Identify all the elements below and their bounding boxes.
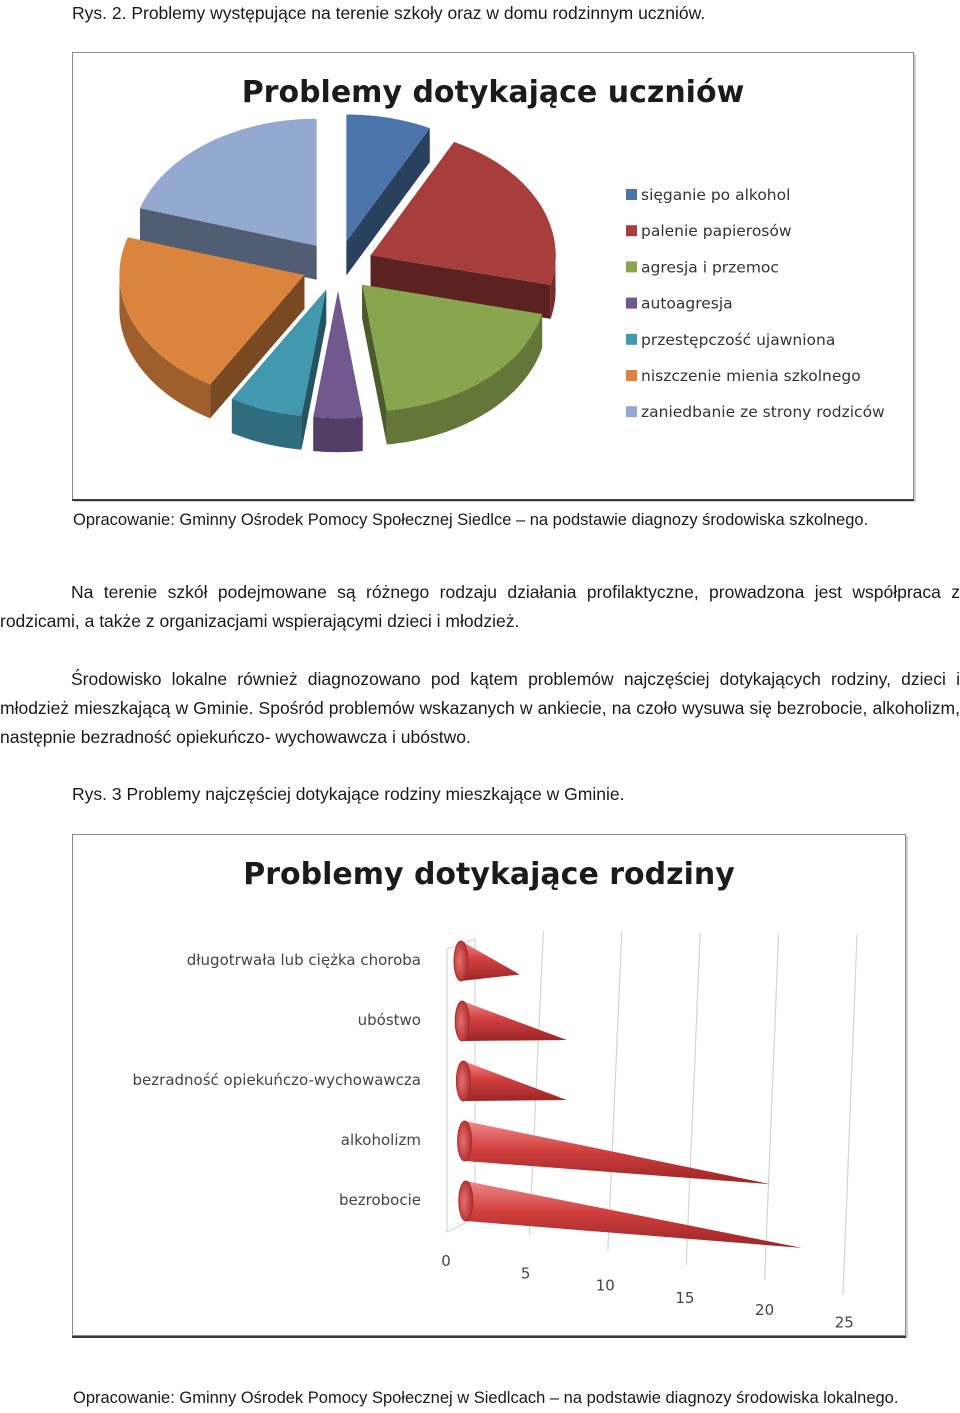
category-label: bezradność opiekuńczo-wychowawcza [132, 1071, 421, 1089]
x-tick-label: 25 [834, 1313, 854, 1332]
pie-chart-title: Problemy dotykające uczniów [241, 75, 745, 110]
legend-swatch [626, 261, 637, 272]
figure-3-source: Opracowanie: Gminny Ośrodek Pomocy Społecznej w Siedlcach – na podstawie diagnozy środowiska lokalnego. [73, 1389, 899, 1407]
category-label: długotrwała lub ciężka choroba [186, 951, 421, 969]
legend-swatch [626, 334, 637, 345]
legend-label: zaniedbanie ze strony rodziców [641, 403, 885, 422]
legend-label: agresja i przemoc [641, 258, 779, 277]
category-label: bezrobocie [339, 1191, 421, 1209]
legend-label: przestępczość ujawniona [641, 330, 836, 349]
legend-label: sięganie po alkohol [641, 186, 791, 204]
cone-dlugotrwala-lub-ciezka-choroba [454, 941, 520, 981]
x-tick-label: 15 [675, 1288, 695, 1307]
legend-swatch [626, 298, 637, 309]
legend-item-agresja-i-przemoc [626, 258, 779, 276]
x-tick-label: 5 [520, 1264, 531, 1283]
gridline [608, 932, 622, 1250]
paragraph-2: Środowisko lokalne również diagnozowano pod kątem problemów najczęściej dotykających rodziny, dzieci i młodzież mieszkającą w Gminie. Spośród problemów wskazanych w ankiecie, na czoło wysuwa się bezrobocie, alkoholizm, następnie bezradność opiekuńczo- wychowawcza i ubóstwo. [0, 669, 960, 747]
source-rule [72, 499, 914, 501]
legend-item-palenie-papierosow [626, 222, 792, 240]
cone-bezrobocie [459, 1181, 802, 1248]
legend-label: autoagresja [641, 294, 733, 313]
legend-swatch [626, 189, 637, 200]
gridline [843, 935, 857, 1295]
cone-chart [73, 835, 905, 1335]
legend-swatch [626, 406, 637, 417]
legend-item-autoagresja [626, 295, 733, 313]
source-rule-2 [72, 1336, 906, 1338]
legend-swatch [626, 225, 637, 236]
legend-swatch [626, 370, 637, 381]
legend-label: niszczenie mienia szkolnego [641, 367, 861, 385]
x-tick-label: 20 [755, 1301, 775, 1319]
gridline [765, 934, 779, 1280]
x-tick-label: 0 [441, 1252, 451, 1270]
gridline [529, 931, 543, 1235]
legend-label: palenie papierosów [641, 222, 792, 241]
pie-chart [73, 53, 913, 499]
cone-alkoholizm [458, 1121, 771, 1184]
gridline [686, 933, 700, 1265]
figure-2-caption: Rys. 2. Problemy występujące na terenie szkoły oraz w domu rodzinnym uczniów. [72, 3, 706, 23]
cone-chart-frame [72, 834, 906, 1336]
category-label: alkoholizm [340, 1131, 421, 1149]
paragraph-1: Na terenie szkół podejmowane są różnego rodzaju działania profilaktyczne, prowadzona jest współpraca z rodzicami, a także z organizacjami wspierającymi dzieci i młodzież. [0, 582, 960, 631]
x-tick-label: 10 [595, 1276, 615, 1295]
figure-3-caption: Rys. 3 Problemy najczęściej dotykające rodziny mieszkające w Gminie. [72, 784, 625, 804]
pie-chart-frame [72, 52, 914, 500]
legend-item-przestepczosc-ujawniona [626, 331, 835, 349]
legend-item-niszczenie-mienia-szkolnego [626, 367, 861, 385]
legend-item-sieganie-po-alkohol [626, 186, 790, 204]
cone-chart-title: Problemy dotykające rodziny [243, 857, 735, 892]
figure-2-source: Opracowanie: Gminny Ośrodek Pomocy Społecznej Siedlce – na podstawie diagnozy środowiska szkolnego. [73, 511, 869, 529]
cone-ubostwo [455, 1001, 567, 1041]
category-label: ubóstwo [357, 1011, 421, 1029]
cone-bezradnosc-opiekunczo-wychowawcza [456, 1061, 566, 1101]
legend-item-zaniedbanie-ze-strony-rodzicow [626, 403, 885, 421]
